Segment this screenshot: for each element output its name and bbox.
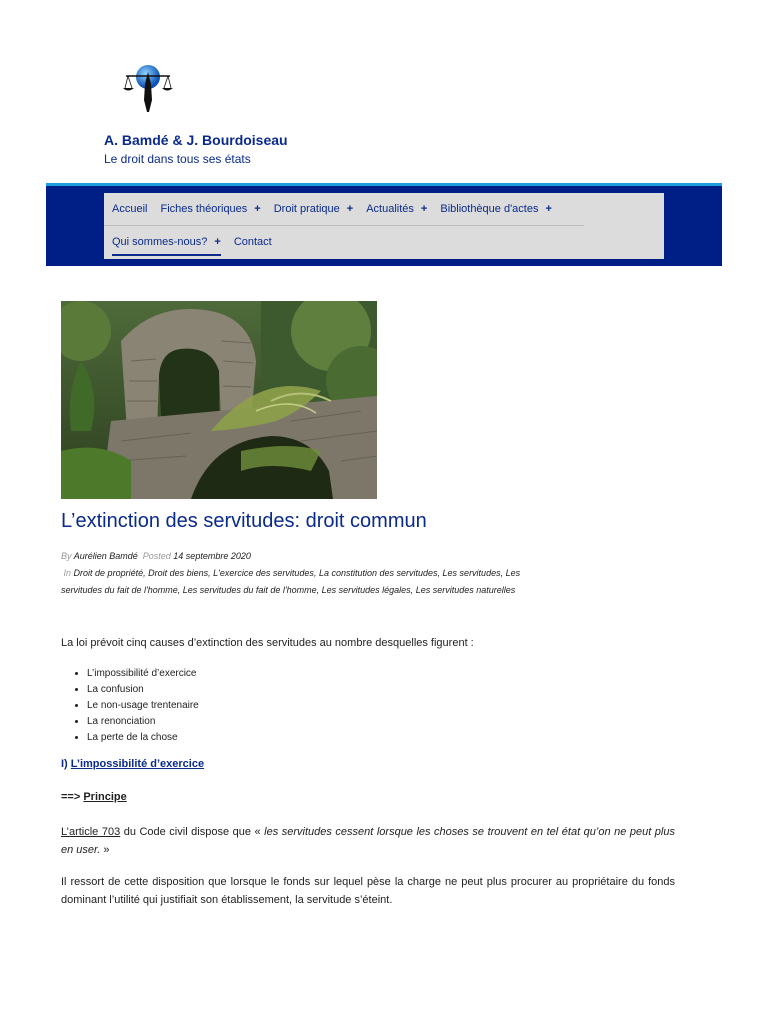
article-title: L’extinction des servitudes: droit commun bbox=[61, 510, 427, 532]
expand-plus-icon[interactable]: + bbox=[346, 203, 354, 215]
menu-item-contact[interactable] bbox=[234, 236, 272, 248]
section-link[interactable]: L’impossibilité d’exercice bbox=[70, 758, 205, 770]
menu-item-label: Qui sommes-nous? bbox=[112, 236, 208, 248]
menu-item-label: Contact bbox=[233, 236, 272, 248]
site-title-link[interactable]: A. Bamdé & J. Bourdoiseau bbox=[104, 132, 288, 148]
menu-item-label: Bibliothèque d'actes bbox=[440, 203, 539, 215]
list-item: • La renonciation bbox=[87, 714, 199, 730]
menu-item-fiches-theoriques[interactable] bbox=[160, 203, 260, 215]
author-link[interactable]: Aurélien Bamdé bbox=[73, 551, 138, 561]
intro-paragraph: La loi prévoit cinq causes d’extinction des servitudes au nombre desquelles figurent : bbox=[61, 637, 474, 649]
article-703-paragraph bbox=[61, 823, 675, 859]
quote-end: » bbox=[103, 844, 110, 856]
category-link[interactable]: Droit de propriété bbox=[73, 568, 144, 578]
list-item: • L’impossibilité d’exercice bbox=[87, 666, 199, 682]
expand-plus-icon[interactable]: + bbox=[545, 203, 552, 215]
principe-heading bbox=[61, 791, 127, 803]
expand-plus-icon[interactable]: + bbox=[254, 203, 261, 215]
menu-item-accueil[interactable] bbox=[112, 203, 147, 215]
expand-plus-icon[interactable]: + bbox=[420, 203, 428, 215]
in-label: In bbox=[63, 568, 72, 578]
category-link[interactable]: Les servitudes du fait de l'homme bbox=[61, 568, 521, 595]
body-paragraph: Il ressort de cette disposition que lorsque le fonds sur lequel pèse la charge ne peut plus procurer au propriétaire du fonds dominant l’utilité qui justifiait son établissement, la servitude s’éteint. bbox=[61, 876, 675, 906]
list-item: • La confusion bbox=[87, 682, 199, 698]
category-link[interactable]: Les servitudes bbox=[442, 568, 501, 578]
menu-item-label: Droit pratique bbox=[273, 203, 340, 215]
paragraph-text: du Code civil dispose que « bbox=[123, 826, 261, 838]
list-item: • La perte de la chose bbox=[87, 730, 199, 746]
principe-link[interactable]: Principe bbox=[83, 791, 127, 803]
main-menu bbox=[104, 193, 664, 259]
article-meta: By Aurélien Bamdé Posted 14 septembre 2020 In Droit de propriété, Droit des biens, L'exercice des servitudes, La constitution des servitudes, Les servitudes, Les servitudes du fait de l'homme, Les servitudes du fait de l'homme, Les servitudes légales, Les servitudes naturelles bbox=[61, 551, 521, 595]
article-703-link[interactable]: L’article 703 bbox=[61, 826, 121, 838]
menu-item-bibliotheque-actes[interactable] bbox=[440, 203, 552, 215]
menu-item-label: Accueil bbox=[112, 203, 148, 215]
menu-item-label: Actualités bbox=[366, 203, 414, 215]
posted-label: Posted bbox=[142, 551, 171, 561]
scales-of-justice-logo-icon[interactable] bbox=[120, 62, 176, 118]
causes-list bbox=[61, 666, 199, 746]
category-link[interactable]: Les servitudes naturelles bbox=[415, 585, 516, 595]
quote-text: les servitudes cessent lorsque les choses se trouvent en tel état qu’on ne peut plus en user. bbox=[61, 826, 675, 856]
list-item: • Le non-usage trentenaire bbox=[87, 698, 199, 714]
category-link[interactable]: L'exercice des servitudes bbox=[213, 568, 314, 578]
menu-row-2 bbox=[104, 226, 277, 258]
category-link[interactable]: Les servitudes légales bbox=[321, 585, 411, 595]
menu-item-droit-pratique[interactable] bbox=[274, 203, 353, 215]
menu-item-actualites[interactable] bbox=[366, 203, 427, 215]
menu-item-qui-sommes-nous[interactable] bbox=[112, 228, 221, 256]
menu-item-label: Fiches théoriques bbox=[160, 203, 248, 215]
category-link[interactable]: La constitution des servitudes bbox=[318, 568, 438, 578]
site-description: Le droit dans tous ses états bbox=[104, 152, 251, 166]
category-link[interactable]: Les servitudes du fait de l'homme bbox=[182, 585, 317, 595]
menu-row-1 bbox=[104, 193, 584, 226]
date-link[interactable]: 14 septembre 2020 bbox=[173, 551, 251, 561]
by-label: By bbox=[61, 551, 72, 561]
arrow-marker: ==> bbox=[61, 791, 81, 803]
section-heading bbox=[61, 758, 204, 770]
article-featured-image bbox=[61, 301, 377, 499]
section-number: I) bbox=[61, 758, 68, 770]
expand-plus-icon[interactable]: + bbox=[214, 236, 221, 248]
category-link[interactable]: Droit des biens bbox=[148, 568, 209, 578]
